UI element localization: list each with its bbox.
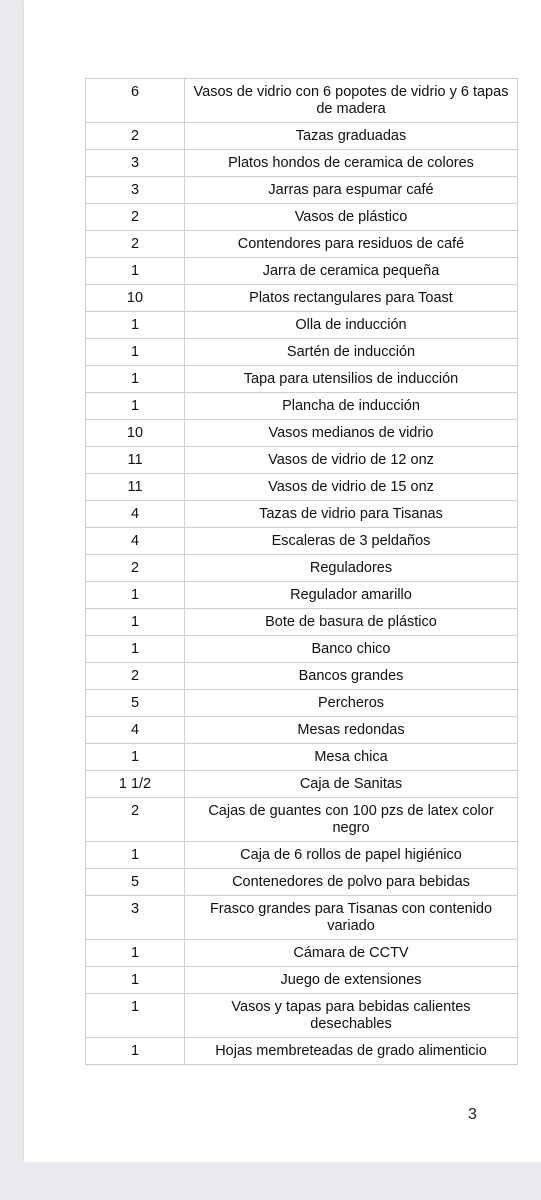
- quantity-cell: 1: [86, 994, 185, 1038]
- table-row: [86, 177, 518, 204]
- table-row: [86, 636, 518, 663]
- table-row: [86, 555, 518, 582]
- table-row: [86, 663, 518, 690]
- item-description-cell: Vasos de vidrio de 15 onz: [185, 474, 518, 501]
- item-description-cell: Bote de basura de plástico: [185, 609, 518, 636]
- item-description-cell: Platos rectangulares para Toast: [185, 285, 518, 312]
- quantity-cell: 1: [86, 940, 185, 967]
- quantity-cell: 4: [86, 501, 185, 528]
- table-row: [86, 79, 518, 123]
- document-page: [24, 0, 541, 1162]
- quantity-cell: 2: [86, 555, 185, 582]
- quantity-cell: 3: [86, 150, 185, 177]
- item-description-cell: Bancos grandes: [185, 663, 518, 690]
- item-description-cell: Cámara de CCTV: [185, 940, 518, 967]
- quantity-cell: 5: [86, 690, 185, 717]
- item-description-cell: Percheros: [185, 690, 518, 717]
- quantity-cell: 2: [86, 663, 185, 690]
- quantity-cell: 1: [86, 258, 185, 285]
- quantity-cell: 10: [86, 420, 185, 447]
- quantity-cell: 1: [86, 1038, 185, 1065]
- table-row: [86, 150, 518, 177]
- item-description-cell: Jarras para espumar café: [185, 177, 518, 204]
- item-description-cell: Tapa para utensilios de inducción: [185, 366, 518, 393]
- table-row: [86, 204, 518, 231]
- item-description-cell: Mesa chica: [185, 744, 518, 771]
- table-row: [86, 842, 518, 869]
- item-description-cell: Escaleras de 3 peldaños: [185, 528, 518, 555]
- quantity-cell: 4: [86, 717, 185, 744]
- item-description-cell: Vasos medianos de vidrio: [185, 420, 518, 447]
- item-description-cell: Regulador amarillo: [185, 582, 518, 609]
- quantity-cell: 1: [86, 609, 185, 636]
- item-description-cell: Hojas membreteadas de grado alimenticio: [185, 1038, 518, 1065]
- quantity-cell: 3: [86, 896, 185, 940]
- table-row: [86, 366, 518, 393]
- table-row: [86, 339, 518, 366]
- table-row: [86, 896, 518, 940]
- item-description-cell: Frasco grandes para Tisanas con contenido variado: [185, 896, 518, 940]
- quantity-cell: 2: [86, 204, 185, 231]
- item-description-cell: Caja de Sanitas: [185, 771, 518, 798]
- quantity-cell: 11: [86, 447, 185, 474]
- table-row: [86, 869, 518, 896]
- viewer-background: [0, 1162, 541, 1200]
- inventory-table-body: [86, 79, 518, 1065]
- table-row: [86, 771, 518, 798]
- quantity-cell: 11: [86, 474, 185, 501]
- table-row: [86, 528, 518, 555]
- page-number: 3: [468, 1106, 477, 1123]
- quantity-cell: 2: [86, 798, 185, 842]
- quantity-cell: 5: [86, 869, 185, 896]
- table-row: [86, 717, 518, 744]
- table-row: [86, 967, 518, 994]
- table-row: [86, 609, 518, 636]
- item-description-cell: Vasos y tapas para bebidas calientes desechables: [185, 994, 518, 1038]
- item-description-cell: Tazas graduadas: [185, 123, 518, 150]
- quantity-cell: 3: [86, 177, 185, 204]
- table-row: [86, 393, 518, 420]
- item-description-cell: Mesas redondas: [185, 717, 518, 744]
- quantity-cell: 10: [86, 285, 185, 312]
- item-description-cell: Contendores para residuos de café: [185, 231, 518, 258]
- table-row: [86, 940, 518, 967]
- table-row: [86, 501, 518, 528]
- table-row: [86, 744, 518, 771]
- item-description-cell: Vasos de vidrio de 12 onz: [185, 447, 518, 474]
- quantity-cell: 1: [86, 582, 185, 609]
- table-row: [86, 1038, 518, 1065]
- quantity-cell: 2: [86, 231, 185, 258]
- item-description-cell: Platos hondos de ceramica de colores: [185, 150, 518, 177]
- quantity-cell: 1: [86, 744, 185, 771]
- table-row: [86, 312, 518, 339]
- quantity-cell: 1: [86, 339, 185, 366]
- item-description-cell: Cajas de guantes con 100 pzs de latex color negro: [185, 798, 518, 842]
- table-row: [86, 690, 518, 717]
- quantity-cell: 1 1/2: [86, 771, 185, 798]
- table-row: [86, 231, 518, 258]
- item-description-cell: Juego de extensiones: [185, 967, 518, 994]
- item-description-cell: Jarra de ceramica pequeña: [185, 258, 518, 285]
- inventory-table: [85, 78, 518, 1065]
- item-description-cell: Olla de inducción: [185, 312, 518, 339]
- quantity-cell: 1: [86, 636, 185, 663]
- table-row: [86, 447, 518, 474]
- item-description-cell: Sartén de inducción: [185, 339, 518, 366]
- quantity-cell: 1: [86, 312, 185, 339]
- quantity-cell: 4: [86, 528, 185, 555]
- item-description-cell: Vasos de vidrio con 6 popotes de vidrio y 6 tapas de madera: [185, 79, 518, 123]
- item-description-cell: Caja de 6 rollos de papel higiénico: [185, 842, 518, 869]
- item-description-cell: Tazas de vidrio para Tisanas: [185, 501, 518, 528]
- table-row: [86, 798, 518, 842]
- table-row: [86, 420, 518, 447]
- table-row: [86, 258, 518, 285]
- item-description-cell: Reguladores: [185, 555, 518, 582]
- quantity-cell: 2: [86, 123, 185, 150]
- table-row: [86, 994, 518, 1038]
- table-row: [86, 582, 518, 609]
- quantity-cell: 1: [86, 842, 185, 869]
- quantity-cell: 1: [86, 967, 185, 994]
- table-row: [86, 474, 518, 501]
- quantity-cell: 1: [86, 366, 185, 393]
- item-description-cell: Banco chico: [185, 636, 518, 663]
- item-description-cell: Vasos de plástico: [185, 204, 518, 231]
- table-row: [86, 123, 518, 150]
- item-description-cell: Plancha de inducción: [185, 393, 518, 420]
- item-description-cell: Contenedores de polvo para bebidas: [185, 869, 518, 896]
- quantity-cell: 6: [86, 79, 185, 123]
- quantity-cell: 1: [86, 393, 185, 420]
- table-row: [86, 285, 518, 312]
